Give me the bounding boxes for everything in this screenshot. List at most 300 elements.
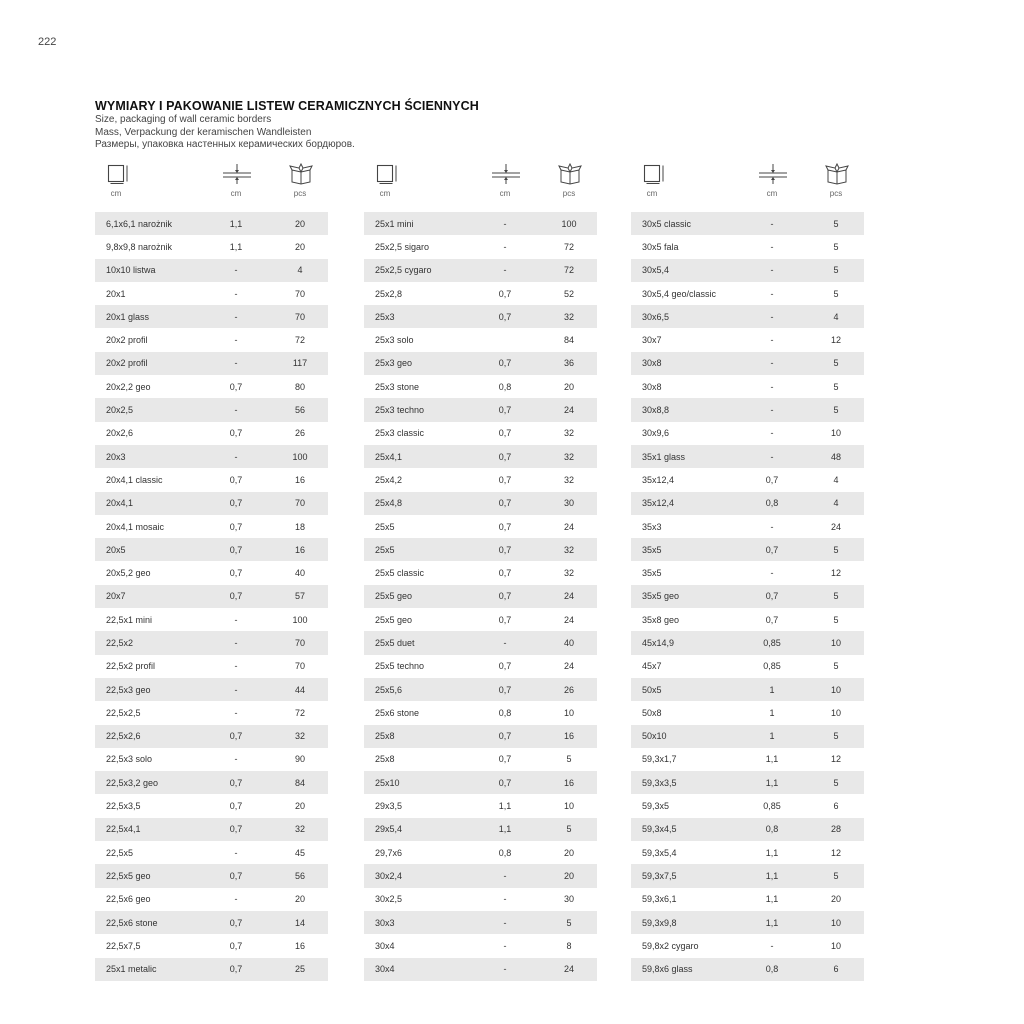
cell-size: 22,5x3,5 bbox=[106, 801, 141, 812]
icon-row bbox=[95, 163, 328, 189]
table-row bbox=[631, 888, 864, 911]
unit-label: cm bbox=[230, 189, 242, 198]
cell-thickness: 0,7 bbox=[765, 614, 779, 625]
cell-size: 25x5 techno bbox=[375, 661, 425, 672]
cell-size: 20x3 bbox=[106, 451, 126, 462]
cell-thickness: 0,7 bbox=[498, 591, 512, 602]
table-row bbox=[631, 515, 864, 538]
cell-size: 30x5,4 geo/classic bbox=[642, 288, 717, 299]
cell-pieces: 56 bbox=[294, 405, 306, 416]
cell-pieces: 32 bbox=[563, 544, 575, 555]
cell-size: 25x8 bbox=[375, 731, 395, 742]
cell-size: 35x3 bbox=[642, 521, 662, 532]
table-row bbox=[631, 631, 864, 654]
unit-row bbox=[95, 189, 328, 203]
table-row bbox=[364, 445, 597, 468]
cell-pieces: 44 bbox=[294, 684, 306, 695]
cell-pieces: 5 bbox=[833, 288, 839, 299]
cell-pieces: 40 bbox=[294, 568, 306, 579]
cell-thickness: - bbox=[503, 870, 507, 881]
cell-pieces: 5 bbox=[566, 917, 572, 928]
cell-pieces: 100 bbox=[561, 218, 577, 229]
cell-size: 30x5 classic bbox=[642, 218, 692, 229]
cell-pieces: 24 bbox=[563, 405, 575, 416]
cell-pieces: 6 bbox=[833, 801, 839, 812]
table-row bbox=[631, 678, 864, 701]
cell-thickness: - bbox=[234, 637, 238, 648]
cell-size: 25x5 geo bbox=[375, 614, 413, 625]
cell-size: 30x2,5 bbox=[375, 894, 403, 905]
cell-size: 25x5 bbox=[375, 544, 395, 555]
cell-pieces: 100 bbox=[292, 451, 308, 462]
table-row bbox=[364, 794, 597, 817]
cell-thickness: - bbox=[503, 218, 507, 229]
cell-thickness: - bbox=[770, 568, 774, 579]
cell-thickness: - bbox=[503, 265, 507, 276]
cell-pieces: 45 bbox=[294, 847, 306, 858]
cell-pieces: 117 bbox=[292, 358, 308, 369]
table-row bbox=[631, 328, 864, 351]
cell-thickness: 0,7 bbox=[229, 801, 243, 812]
cell-size: 59,3x1,7 bbox=[642, 754, 677, 765]
cell-size: 45x7 bbox=[642, 661, 662, 672]
table-row bbox=[631, 841, 864, 864]
cell-size: 30x6,5 bbox=[642, 311, 670, 322]
table-row bbox=[364, 631, 597, 654]
cell-size: 20x4,1 mosaic bbox=[106, 521, 165, 532]
table-row bbox=[95, 468, 328, 491]
size-icon bbox=[643, 163, 665, 185]
cell-thickness: - bbox=[770, 288, 774, 299]
cell-size: 25x5 classic bbox=[375, 568, 425, 579]
cell-pieces: 30 bbox=[563, 498, 575, 509]
cell-thickness: 1,1 bbox=[765, 917, 779, 928]
cell-pieces: 32 bbox=[294, 824, 306, 835]
cell-size: 22,5x6 geo bbox=[106, 894, 151, 905]
cell-pieces: 5 bbox=[833, 381, 839, 392]
cell-size: 45x14,9 bbox=[642, 637, 675, 648]
page-number: 222 bbox=[38, 36, 57, 48]
cell-size: 25x1 metalic bbox=[106, 964, 157, 975]
cell-pieces: 16 bbox=[294, 940, 306, 951]
cell-pieces: 20 bbox=[294, 218, 306, 229]
table-row bbox=[631, 492, 864, 515]
cell-size: 30x4 bbox=[375, 964, 395, 975]
cell-thickness: 0,7 bbox=[498, 544, 512, 555]
table-row bbox=[364, 888, 597, 911]
table-row bbox=[364, 958, 597, 981]
cell-thickness: 1,1 bbox=[229, 218, 243, 229]
size-icon bbox=[107, 163, 129, 185]
cell-thickness: 0,7 bbox=[765, 474, 779, 485]
cell-pieces: 10 bbox=[830, 637, 842, 648]
cell-thickness: 0,7 bbox=[498, 661, 512, 672]
cell-size: 25x4,8 bbox=[375, 498, 403, 509]
cell-thickness: 0,7 bbox=[229, 521, 243, 532]
cell-thickness: - bbox=[234, 894, 238, 905]
cell-pieces: 8 bbox=[566, 940, 572, 951]
cell-thickness: - bbox=[770, 311, 774, 322]
unit-label: pcs bbox=[829, 189, 843, 198]
cell-pieces: 5 bbox=[833, 544, 839, 555]
cell-size: 50x10 bbox=[642, 731, 667, 742]
cell-size: 6,1x6,1 narożnik bbox=[106, 218, 173, 229]
table-row bbox=[364, 771, 597, 794]
cell-size: 29x3,5 bbox=[375, 801, 403, 812]
icon-row bbox=[364, 163, 597, 189]
cell-size: 30x5 fala bbox=[642, 241, 679, 252]
cell-pieces: 100 bbox=[292, 614, 308, 625]
table-row bbox=[95, 608, 328, 631]
cell-pieces: 10 bbox=[563, 801, 575, 812]
cell-size: 22,5x2 profil bbox=[106, 661, 156, 672]
cell-thickness: - bbox=[770, 265, 774, 276]
cell-size: 22,5x3 solo bbox=[106, 754, 153, 765]
cell-size: 25x3 techno bbox=[375, 405, 425, 416]
cell-thickness: 0,85 bbox=[763, 801, 781, 812]
cell-size: 25x8 bbox=[375, 754, 395, 765]
table-row bbox=[364, 538, 597, 561]
cell-thickness: - bbox=[770, 381, 774, 392]
cell-pieces: 5 bbox=[566, 754, 572, 765]
cell-thickness: - bbox=[234, 614, 238, 625]
cell-size: 25x10 bbox=[375, 777, 400, 788]
cell-thickness: - bbox=[503, 917, 507, 928]
cell-thickness: 0,7 bbox=[765, 591, 779, 602]
table-row bbox=[631, 212, 864, 235]
table-row bbox=[95, 585, 328, 608]
cell-pieces: 10 bbox=[830, 940, 842, 951]
cell-thickness: 0,7 bbox=[498, 451, 512, 462]
cell-thickness: 0,7 bbox=[765, 544, 779, 555]
cell-size: 20x4,1 classic bbox=[106, 474, 163, 485]
table-row bbox=[364, 235, 597, 258]
table-row bbox=[95, 328, 328, 351]
cell-thickness: 0,7 bbox=[498, 754, 512, 765]
cell-thickness: - bbox=[234, 335, 238, 346]
cell-thickness: - bbox=[234, 311, 238, 322]
table-row bbox=[364, 608, 597, 631]
table-row bbox=[364, 841, 597, 864]
cell-size: 35x5 geo bbox=[642, 591, 680, 602]
table-row bbox=[631, 585, 864, 608]
cell-pieces: 16 bbox=[563, 731, 575, 742]
cell-size: 30x7 bbox=[642, 335, 662, 346]
cell-pieces: 20 bbox=[830, 894, 842, 905]
cell-pieces: 30 bbox=[563, 894, 575, 905]
cell-thickness: - bbox=[234, 661, 238, 672]
cell-pieces: 18 bbox=[294, 521, 306, 532]
cell-thickness: - bbox=[770, 451, 774, 462]
cell-size: 25x5 bbox=[375, 521, 395, 532]
cell-thickness: 1,1 bbox=[498, 801, 512, 812]
cell-thickness: 1,1 bbox=[765, 754, 779, 765]
size-icon bbox=[376, 163, 398, 185]
cell-thickness: 0,7 bbox=[229, 777, 243, 788]
cell-pieces: 26 bbox=[294, 428, 306, 439]
cell-pieces: 24 bbox=[563, 661, 575, 672]
table-row bbox=[95, 958, 328, 981]
cell-pieces: 72 bbox=[563, 265, 575, 276]
cell-pieces: 72 bbox=[294, 335, 306, 346]
table-row bbox=[631, 701, 864, 724]
cell-pieces: 16 bbox=[294, 544, 306, 555]
cell-thickness: - bbox=[234, 847, 238, 858]
cell-pieces: 10 bbox=[830, 707, 842, 718]
table-row bbox=[364, 398, 597, 421]
cell-size: 25x4,2 bbox=[375, 474, 403, 485]
cell-pieces: 14 bbox=[294, 917, 306, 928]
cell-size: 30x8 bbox=[642, 381, 662, 392]
cell-thickness: 0,8 bbox=[498, 707, 512, 718]
cell-thickness: 0,7 bbox=[498, 521, 512, 532]
cell-size: 25x3 solo bbox=[375, 335, 414, 346]
cell-pieces: 72 bbox=[294, 707, 306, 718]
cell-size: 50x5 bbox=[642, 684, 662, 695]
table-row bbox=[95, 492, 328, 515]
box-icon bbox=[558, 163, 582, 185]
cell-size: 20x7 bbox=[106, 591, 126, 602]
cell-thickness: 0,8 bbox=[765, 964, 779, 975]
cell-thickness: - bbox=[770, 335, 774, 346]
unit-label: cm bbox=[499, 189, 511, 198]
table-row bbox=[95, 771, 328, 794]
table-row bbox=[95, 818, 328, 841]
cell-size: 29,7x6 bbox=[375, 847, 403, 858]
cell-pieces: 5 bbox=[833, 731, 839, 742]
cell-pieces: 52 bbox=[563, 288, 575, 299]
table-row bbox=[364, 748, 597, 771]
table-row bbox=[364, 422, 597, 445]
unit-label: cm bbox=[646, 189, 658, 198]
table-row bbox=[95, 841, 328, 864]
cell-size: 10x10 listwa bbox=[106, 265, 156, 276]
cell-size: 20x4,1 bbox=[106, 498, 134, 509]
icon-row bbox=[631, 163, 864, 189]
cell-size: 30x2,4 bbox=[375, 870, 403, 881]
table-row bbox=[631, 934, 864, 957]
table-row bbox=[95, 259, 328, 282]
cell-thickness: - bbox=[770, 521, 774, 532]
cell-size: 20x5 bbox=[106, 544, 126, 555]
cell-pieces: 10 bbox=[830, 917, 842, 928]
cell-size: 22,5x2,6 bbox=[106, 731, 141, 742]
cell-pieces: 20 bbox=[563, 381, 575, 392]
table-row bbox=[631, 958, 864, 981]
table-row bbox=[95, 375, 328, 398]
cell-size: 59,3x7,5 bbox=[642, 870, 677, 881]
cell-size: 22,5x7,5 bbox=[106, 940, 141, 951]
cell-pieces: 20 bbox=[563, 870, 575, 881]
cell-thickness: 1 bbox=[769, 731, 775, 742]
cell-size: 59,3x6,1 bbox=[642, 894, 677, 905]
cell-size: 20x1 bbox=[106, 288, 126, 299]
cell-thickness: 0,7 bbox=[229, 381, 243, 392]
table-rows bbox=[364, 212, 597, 981]
cell-size: 30x8 bbox=[642, 358, 662, 369]
cell-thickness: 0,7 bbox=[229, 964, 243, 975]
cell-thickness: 0,7 bbox=[229, 870, 243, 881]
cell-size: 25x1 mini bbox=[375, 218, 414, 229]
table-row bbox=[95, 515, 328, 538]
cell-pieces: 5 bbox=[833, 870, 839, 881]
table-row bbox=[631, 655, 864, 678]
cell-size: 25x2,5 sigaro bbox=[375, 241, 430, 252]
table-column-1 bbox=[95, 163, 328, 975]
subtitle-de: Mass, Verpackung der keramischen Wandleisten bbox=[95, 126, 312, 138]
cell-pieces: 5 bbox=[833, 241, 839, 252]
cell-pieces: 5 bbox=[833, 661, 839, 672]
cell-size: 22,5x5 geo bbox=[106, 870, 151, 881]
cell-thickness: - bbox=[234, 684, 238, 695]
cell-thickness: - bbox=[234, 451, 238, 462]
table-row bbox=[95, 422, 328, 445]
cell-pieces: 70 bbox=[294, 498, 306, 509]
cell-size: 30x3 bbox=[375, 917, 395, 928]
table-row bbox=[364, 352, 597, 375]
cell-thickness: 0,8 bbox=[765, 824, 779, 835]
table-row bbox=[364, 934, 597, 957]
cell-thickness: 0,7 bbox=[498, 731, 512, 742]
cell-thickness: 1,1 bbox=[498, 824, 512, 835]
cell-thickness: 1,1 bbox=[229, 241, 243, 252]
table-row bbox=[631, 864, 864, 887]
cell-thickness: - bbox=[234, 288, 238, 299]
cell-size: 35x5 bbox=[642, 568, 662, 579]
cell-size: 22,5x2,5 bbox=[106, 707, 141, 718]
cell-size: 20x2,6 bbox=[106, 428, 134, 439]
table-row bbox=[364, 468, 597, 491]
cell-thickness: - bbox=[503, 894, 507, 905]
table-row bbox=[95, 352, 328, 375]
table-row bbox=[631, 608, 864, 631]
cell-pieces: 20 bbox=[563, 847, 575, 858]
cell-size: 25x3 geo bbox=[375, 358, 413, 369]
cell-size: 22,5x3,2 geo bbox=[106, 777, 159, 788]
cell-size: 20x2,2 geo bbox=[106, 381, 151, 392]
table-row bbox=[364, 282, 597, 305]
cell-thickness: 0,7 bbox=[229, 940, 243, 951]
cell-thickness: 0,7 bbox=[229, 591, 243, 602]
cell-thickness: 0,8 bbox=[498, 381, 512, 392]
cell-pieces: 5 bbox=[566, 824, 572, 835]
cell-thickness: 0,8 bbox=[498, 847, 512, 858]
table-row bbox=[631, 748, 864, 771]
table-row bbox=[631, 794, 864, 817]
table-row bbox=[631, 561, 864, 584]
cell-size: 20x2 profil bbox=[106, 335, 148, 346]
cell-pieces: 16 bbox=[563, 777, 575, 788]
cell-thickness: - bbox=[234, 405, 238, 416]
cell-thickness: 0,7 bbox=[229, 428, 243, 439]
unit-label: cm bbox=[766, 189, 778, 198]
table-row bbox=[95, 212, 328, 235]
cell-pieces: 20 bbox=[294, 241, 306, 252]
subtitle-en: Size, packaging of wall ceramic borders bbox=[95, 114, 272, 125]
cell-pieces: 32 bbox=[294, 731, 306, 742]
box-icon bbox=[825, 163, 849, 185]
cell-pieces: 48 bbox=[830, 451, 842, 462]
cell-thickness: - bbox=[234, 265, 238, 276]
cell-size: 59,3x3,5 bbox=[642, 777, 677, 788]
cell-pieces: 6 bbox=[833, 964, 839, 975]
table-row bbox=[364, 864, 597, 887]
header bbox=[95, 99, 479, 152]
cell-thickness: 0,7 bbox=[229, 917, 243, 928]
cell-pieces: 5 bbox=[833, 358, 839, 369]
table-column-3 bbox=[631, 163, 864, 975]
page-title: WYMIARY I PAKOWANIE LISTEW CERAMICZNYCH ŚCIENNYCH bbox=[95, 99, 479, 113]
cell-pieces: 70 bbox=[294, 288, 306, 299]
cell-thickness: 0,7 bbox=[498, 405, 512, 416]
cell-pieces: 36 bbox=[563, 358, 575, 369]
cell-size: 35x5 bbox=[642, 544, 662, 555]
cell-size: 25x3 bbox=[375, 311, 395, 322]
cell-size: 20x2 profil bbox=[106, 358, 148, 369]
cell-pieces: 84 bbox=[294, 777, 306, 788]
cell-size: 20x2,5 bbox=[106, 405, 134, 416]
table-row bbox=[95, 398, 328, 421]
table-row bbox=[364, 911, 597, 934]
table-row bbox=[95, 888, 328, 911]
cell-size: 22,5x1 mini bbox=[106, 614, 153, 625]
cell-pieces: 4 bbox=[833, 474, 839, 485]
table-row bbox=[364, 701, 597, 724]
cell-size: 30x8,8 bbox=[642, 405, 670, 416]
cell-pieces: 24 bbox=[563, 964, 575, 975]
cell-thickness: 0,7 bbox=[498, 568, 512, 579]
cell-size: 35x1 glass bbox=[642, 451, 686, 462]
cell-thickness: 1,1 bbox=[765, 894, 779, 905]
cell-pieces: 90 bbox=[294, 754, 306, 765]
cell-pieces: 5 bbox=[833, 591, 839, 602]
table-row bbox=[631, 468, 864, 491]
cell-pieces: 24 bbox=[830, 521, 842, 532]
table-row bbox=[95, 282, 328, 305]
table-column-2 bbox=[364, 163, 597, 975]
cell-pieces: 26 bbox=[563, 684, 575, 695]
cell-thickness: 0,7 bbox=[498, 288, 512, 299]
cell-size: 59,3x4,5 bbox=[642, 824, 677, 835]
table-row bbox=[95, 235, 328, 258]
cell-pieces: 5 bbox=[833, 405, 839, 416]
table-row bbox=[95, 561, 328, 584]
cell-pieces: 12 bbox=[830, 847, 842, 858]
cell-size: 35x8 geo bbox=[642, 614, 680, 625]
cell-size: 35x12,4 bbox=[642, 474, 675, 485]
cell-thickness: - bbox=[503, 637, 507, 648]
cell-size: 25x5 duet bbox=[375, 637, 415, 648]
table-row bbox=[631, 235, 864, 258]
cell-thickness: - bbox=[503, 940, 507, 951]
cell-size: 59,8x6 glass bbox=[642, 964, 693, 975]
table-row bbox=[364, 515, 597, 538]
table-row bbox=[95, 538, 328, 561]
box-icon bbox=[289, 163, 313, 185]
table-row bbox=[95, 701, 328, 724]
cell-size: 22,5x6 stone bbox=[106, 917, 158, 928]
cell-thickness: 0,7 bbox=[498, 311, 512, 322]
table-row bbox=[95, 305, 328, 328]
cell-pieces: 10 bbox=[830, 428, 842, 439]
cell-pieces: 84 bbox=[563, 335, 575, 346]
cell-thickness: 0,85 bbox=[763, 637, 781, 648]
cell-size: 22,5x3 geo bbox=[106, 684, 151, 695]
cell-pieces: 12 bbox=[830, 335, 842, 346]
table-row bbox=[364, 375, 597, 398]
cell-thickness: 0,7 bbox=[229, 544, 243, 555]
cell-pieces: 5 bbox=[833, 777, 839, 788]
